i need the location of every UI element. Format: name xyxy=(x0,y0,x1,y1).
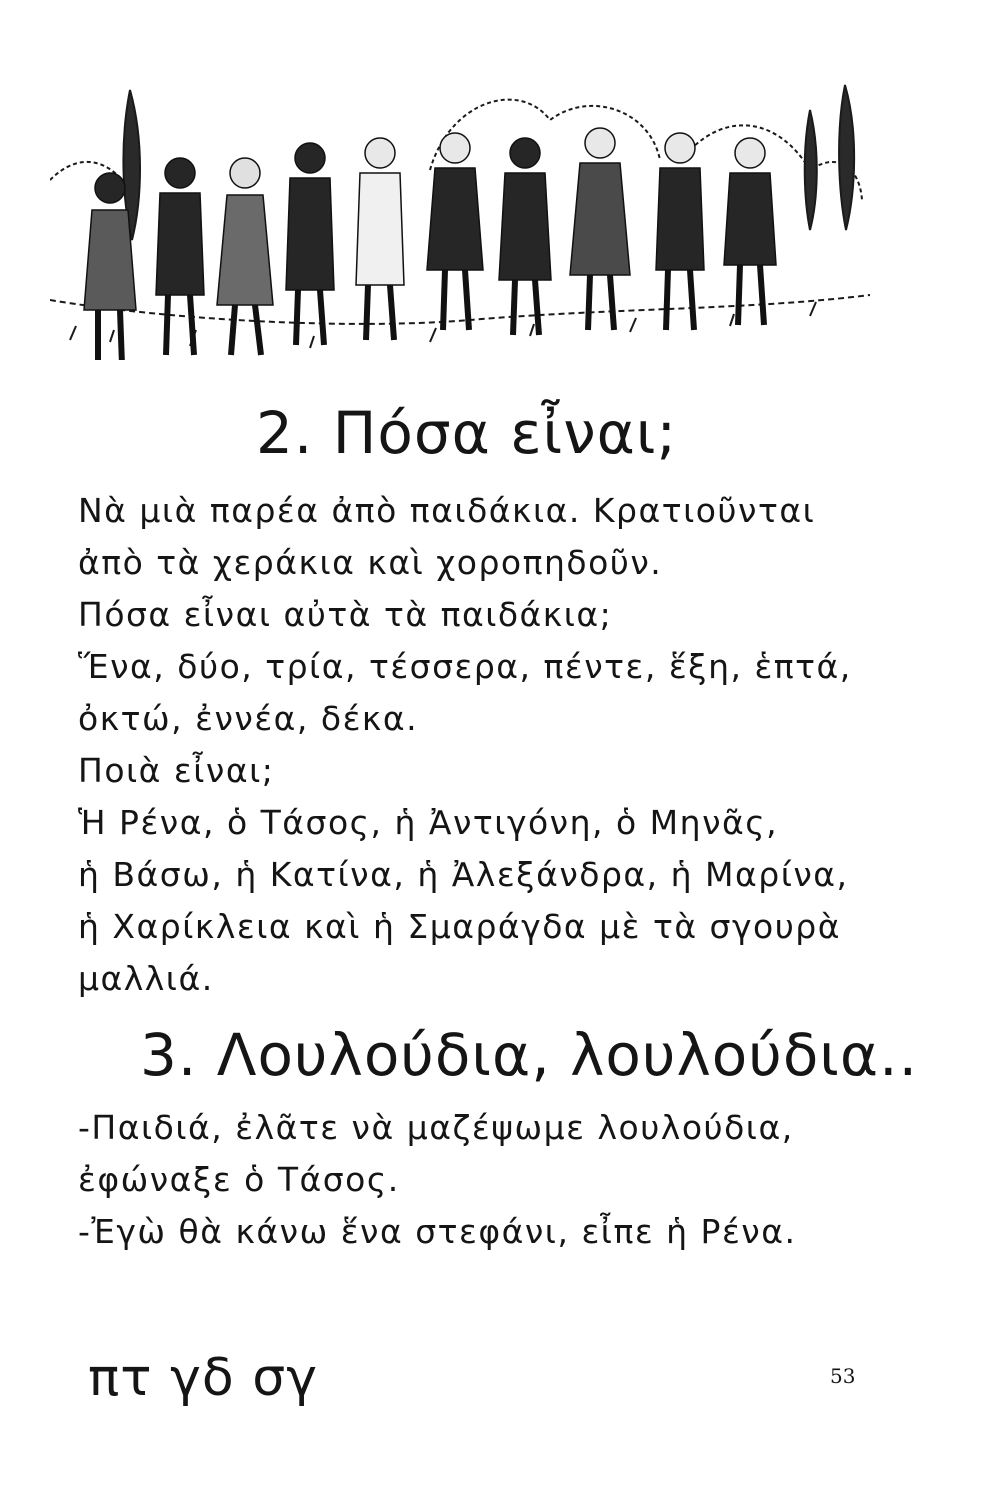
section-2-title: 2. Πόσα εἶναι; xyxy=(256,399,678,467)
text-line: Ἡ Ρένα, ὁ Τάσος, ἡ Ἀντιγόνη, ὁ Μηνᾶς, xyxy=(78,803,779,842)
text-line: Πόσα εἶναι αὐτὰ τὰ παιδάκια; xyxy=(78,595,613,634)
text-line: Νὰ μιὰ παρέα ἀπὸ παιδάκια. Κρατιοῦνται xyxy=(78,491,816,530)
text-line: μαλλιά. xyxy=(78,959,214,998)
text-line: Ποιὰ εἶναι; xyxy=(78,751,275,790)
text-line: -Ἐγὼ θὰ κάνω ἕνα στεφάνι, εἶπε ἡ Ρένα. xyxy=(78,1212,797,1251)
text-line: -Παιδιά, ἐλᾶτε νὰ μαζέψωμε λουλούδια, xyxy=(78,1108,794,1147)
text-line: Ἕνα, δύο, τρία, τέσσερα, πέντε, ἕξη, ἑπτά, xyxy=(78,647,852,686)
section-3-paragraph xyxy=(78,1102,796,1258)
children-dancing-illustration xyxy=(50,80,870,360)
text-line: ἡ Χαρίκλεια καὶ ἡ Σμαράγδα μὲ τὰ σγουρὰ xyxy=(78,907,841,946)
page-number: 53 xyxy=(830,1364,856,1388)
text-line: ὀκτώ, ἐννέα, δέκα. xyxy=(78,699,419,738)
section-3-title: 3. Λουλούδια, λουλούδια.. xyxy=(140,1021,919,1089)
text-line: ἀπὸ τὰ χεράκια καὶ χοροπηδοῦν. xyxy=(78,543,663,582)
section-2-paragraph xyxy=(78,485,852,1005)
text-line: ἐφώναξε ὁ Τάσος. xyxy=(78,1160,400,1199)
text-line: ἡ Βάσω, ἡ Κατίνα, ἡ Ἀλεξάνδρα, ἡ Μαρίνα, xyxy=(78,855,849,894)
footer-letter-groups: πτ γδ σγ xyxy=(88,1348,318,1408)
